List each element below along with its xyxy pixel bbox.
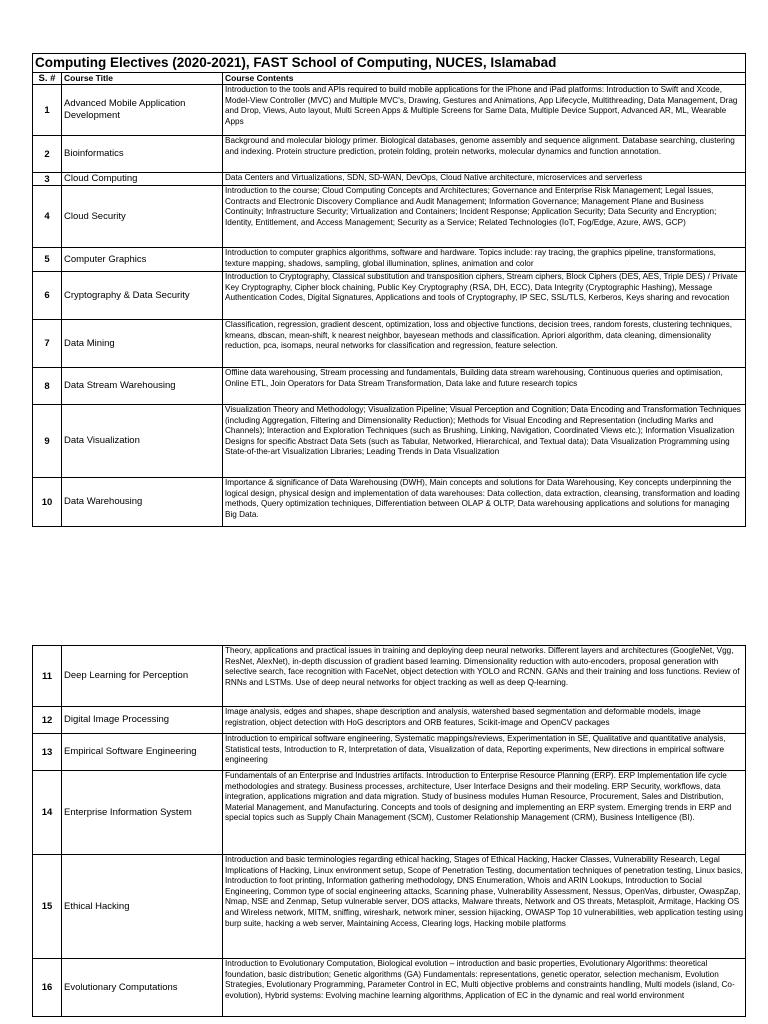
course-title: Data Warehousing [62, 478, 223, 527]
page-title: Computing Electives (2020-2021), FAST School of Computing, NUCES, Islamabad [33, 54, 746, 73]
electives-table-part1 [32, 53, 746, 527]
table-row [33, 478, 746, 527]
course-contents: Introduction to Evolutionary Computation, Biological evolution – introduction and basic properties, Evolutionary Algorithms: theoretical foundation, basic distribution; Genetic algorithms (GA) Fundamentals: representations, genetic operator, selection mechanism, Evolution Strategies, Evolutionary Programming, Parameter Control in EC, Multi objective problems and constraints handling, Multi models (island, Co-evolution), Hybrid systems: Evolving machine learning algorithms, Application of EC in the dynamic and real world environment [223, 959, 746, 1017]
serial-number: 13 [33, 734, 62, 771]
course-title: Digital Image Processing [62, 707, 223, 734]
course-contents: Image analysis, edges and shapes, shape description and analysis, watershed based segmentation and deformable models, image registration, object detection with HoG descriptors and ORB features, Scikit-image and OpenCV packages [223, 707, 746, 734]
header-serial-number: S. # [33, 73, 62, 85]
electives-table-part2 [32, 645, 746, 1017]
serial-number: 8 [33, 368, 62, 405]
table-row [33, 646, 746, 707]
course-contents: Introduction to computer graphics algorithms, software and hardware. Topics include: ray tracing, the graphics pipeline, transformations, texture mapping, shadows, sampling, global illumination, splines, animation and color [223, 248, 746, 272]
course-contents: Introduction to Cryptography, Classical substitution and transposition ciphers, Stream ciphers, Block Ciphers (DES, AES, Triple DES) / Private Key Cryptography, Cipher block chaining, Public Key Cryptography (RSA, DH, ECC), Data Integrity (Cryptographic Hashing), Message Authentication Codes, Digital Signatures, Applications and tools of Cryptography, IP SEC, SSL/TLS, Kerberos, Keys sharing and revocation [223, 272, 746, 320]
table-row [33, 734, 746, 771]
course-title: Advanced Mobile Application Development [62, 85, 223, 136]
serial-number: 16 [33, 959, 62, 1017]
serial-number: 4 [33, 186, 62, 248]
serial-number: 6 [33, 272, 62, 320]
serial-number: 7 [33, 320, 62, 368]
course-contents: Fundamentals of an Enterprise and Industries artifacts. Introduction to Enterprise Resource Planning (ERP). ERP Implementation life cycle methodologies and strategy. Business processes, architecture, User Interface Designs and their modeling. ERP Security, workflows, data integration, applications migration and data migration. Study of business modules Human Resource, Procurement, Sales and Distribution, Material Management, and Manufacturing. Concepts and tools of designing and implementing an ERP system. Emerging trends in ERP and special topics such as Supply Chain Management (SCM), Customer Relationship Management (CRM), Business Intelligence (BI). [223, 771, 746, 855]
course-title: Data Visualization [62, 405, 223, 478]
serial-number: 2 [33, 136, 62, 173]
header-course-title: Course Title [62, 73, 223, 85]
course-title: Cloud Security [62, 186, 223, 248]
table-row [33, 320, 746, 368]
table-row [33, 136, 746, 173]
course-title: Empirical Software Engineering [62, 734, 223, 771]
course-title: Ethical Hacking [62, 855, 223, 959]
course-contents: Background and molecular biology primer. Biological databases, genome assembly and sequence alignment. Database searching, clustering and indexing. Protein structure prediction, protein folding, protein networks, molecular dynamics and function annotation. [223, 136, 746, 173]
table-row [33, 959, 746, 1017]
serial-number: 11 [33, 646, 62, 707]
table-row [33, 85, 746, 136]
course-title: Cloud Computing [62, 173, 223, 186]
table-row [33, 248, 746, 272]
table-header-row [33, 73, 746, 85]
table-row [33, 855, 746, 959]
table-row [33, 368, 746, 405]
course-contents: Classification, regression, gradient descent, optimization, loss and objective functions, decision trees, random forests, clustering techniques, kmeans, dbscan, mean-shift, k nearest neighbor, bayesean methods and classification. Apriori algorithm, data cleaning, dimensionality reduction, pca, isomaps, neural networks for classification and regression, feature selection. [223, 320, 746, 368]
serial-number: 14 [33, 771, 62, 855]
course-title: Evolutionary Computations [62, 959, 223, 1017]
course-contents: Data Centers and Virtualizations, SDN, SD-WAN, DevOps, Cloud Native architecture, microservices and serverless [223, 173, 746, 186]
serial-number: 3 [33, 173, 62, 186]
course-title: Data Mining [62, 320, 223, 368]
course-title: Bioinformatics [62, 136, 223, 173]
table-row [33, 771, 746, 855]
serial-number: 5 [33, 248, 62, 272]
course-contents: Importance & significance of Data Warehousing (DWH), Main concepts and solutions for Data Warehousing, Key concepts underpinning the logical design, physical design and implementation of data warehouses: Data collection, data extraction, cleansing, transformation and loading methods, Query optimization techniques, Differentiation between OLAP & OLTP, Data warehousing applications and solutions for managing Big Data. [223, 478, 746, 527]
serial-number: 15 [33, 855, 62, 959]
course-contents: Theory, applications and practical issues in training and deploying deep neural networks. Different layers and architectures (GoogleNet, Vgg, ResNet, AlexNet), in-depth discussion of gradient based learning. Dimensionality reduction with auto-encoders, proposal generation with selective search, face recognition with FaceNet, object detection with YOLO and RCNN. GANs and their training and loss functions. Review of RNNs and LSTMs. Use of deep neural networks for object tracking as well as deep Q-learning. [223, 646, 746, 707]
course-contents: Introduction to empirical software engineering, Systematic mappings/reviews, Experimentation in SE, Qualitative and quantitative analysis, Statistical tests, Introduction to R, Interpretation of data, Visualization of data, Reporting experiments, New directions in empirical software engineering [223, 734, 746, 771]
table-row [33, 405, 746, 478]
course-title: Enterprise Information System [62, 771, 223, 855]
course-contents: Offline data warehousing, Stream processing and fundamentals, Building data stream warehousing, Continuous queries and optimisation, Online ETL, Join Operators for Data Stream Transformation, Data lake and future research topics [223, 368, 746, 405]
course-contents: Introduction and basic terminologies regarding ethical hacking, Stages of Ethical Hacking, Hacker Classes, Vulnerability Research, Legal Implications of Hacking, Linux environment setup, Scope of Penetration Testing, documentation techniques of penetration testing, Linux basics, Introduction to foot printing, Information gathering methodology, DNS Enumeration, Whois and ARIN Lookups, Introduction to Social Engineering, Common type of social engineering attacks, Scanning phase, Vulnerability Assessment, Nessus, OpenVas, dirbuster, OwaspZap, Nmap, NSE and Zenmap, Setup vulnerable server, DOS attacks, Malware threats, Network and OS threats, Metasploit, Armitage, Hacking OS and Wireless network, MITM, sniffing, wireshark, network miner, session hijacking, OWASP Top 10 vulnerabilities, web application testing using burp suite, hacking a web server, Maintaining Access, Clearing logs, Hacking mobile platforms [223, 855, 746, 959]
serial-number: 1 [33, 85, 62, 136]
table-row [33, 186, 746, 248]
serial-number: 12 [33, 707, 62, 734]
serial-number: 10 [33, 478, 62, 527]
table-title-row [33, 54, 746, 73]
course-contents: Introduction to the tools and APIs required to build mobile applications for the iPhone and iPad platforms: Introduction to Swift and Xcode, Model-View Controller (MVC) and Multiple MVC's, Drawing, Gestures and Animations, App Lifecycle, Multithreading, Data Management, Drag and Drop, Views, Auto layout, Multi Screen Apps & Multiple Screens for Same Data, Multiple Device Support, Advanced AR, ML, Wearable Apps [223, 85, 746, 136]
course-title: Computer Graphics [62, 248, 223, 272]
serial-number: 9 [33, 405, 62, 478]
course-title: Cryptography & Data Security [62, 272, 223, 320]
table-row [33, 707, 746, 734]
table-row [33, 272, 746, 320]
course-contents: Visualization Theory and Methodology; Visualization Pipeline; Visual Perception and Cognition; Data Encoding and Transformation Techniques (including Aggregation, Filtering and Dimensionality Reduction); Methods for Visual Encoding and Representation (including Marks and Channels); Interaction and Exploration Techniques (such as Brushing, Linking, Navigation, Coordinated Views etc.); Information Visualization Designs for specific Abstract Data Sets (such as Tabular, Networked, Hierarchical, and Textual data); Data Visualization Programming using State-of-the-art Visualization Libraries; Leading Trends in Data Visualization [223, 405, 746, 478]
header-course-contents: Course Contents [223, 73, 746, 85]
table-row [33, 173, 746, 186]
course-contents: Introduction to the course; Cloud Computing Concepts and Architectures; Governance and Enterprise Risk Management; Legal Issues, Contracts and Electronic Discovery Compliance and Audit Management; Information Governance; Management Plane and Business Continuity; Infrastructure Security; Virtualization and Containers; Incident Response; Application Security; Data Security and Encryption; Identity, Entitlement, and Access Management; Security as a Service; Related Technologies (IoT, Fog/Edge, Azure, AWS, GCP) [223, 186, 746, 248]
course-title: Deep Learning for Perception [62, 646, 223, 707]
course-title: Data Stream Warehousing [62, 368, 223, 405]
